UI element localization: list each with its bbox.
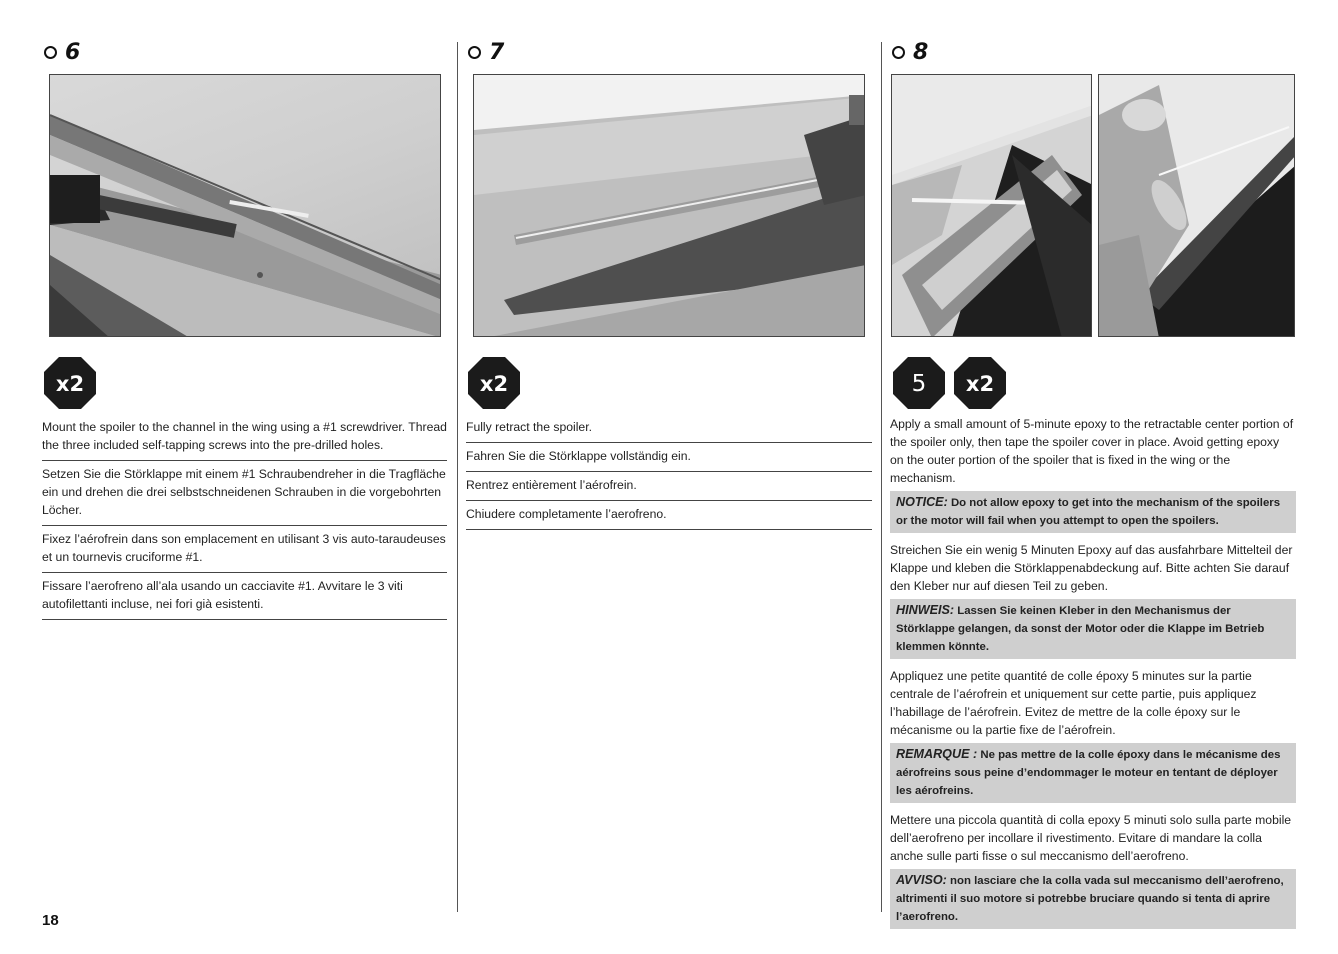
instruction-it: Mettere una piccola quantità di colla epoxy 5 minuti solo sulla parte mobile dell’aerofreno per incollare il rivestimento. Evitare di mandare la colla anche sulle parti fisse o sul meccanismo dell’aerofreno.: [890, 813, 1292, 863]
spoiler-cover-taping-illustration: [1099, 75, 1295, 337]
instruction-fr: Appliquez une petite quantité de colle époxy 5 minutes sur la partie centrale de l’aérofrein et uniquement sur cette partie, puis appliquez l’habillage de l’aérofrein. Evitez de mettre de la colle époxy sur le mécanisme ou la partie fixe de l’aérofrein.: [890, 669, 1257, 737]
instruction-fr: Rentrez entièrement l’aérofrein.: [466, 472, 872, 501]
step-8-photo-cover: [1098, 74, 1295, 337]
instruction-en: Apply a small amount of 5-minute epoxy to the retractable center portion of the spoiler only, then tape the spoiler cover in place. Avoid getting epoxy on the outer portion of the spoiler that is fixed in the wing or the mechanism.: [890, 417, 1294, 485]
step-number: 8: [913, 40, 929, 65]
step-6-photo: [49, 74, 441, 337]
step-7-quantity-badge: [467, 356, 521, 410]
step-number: 7: [489, 40, 505, 65]
checkbox-circle-icon[interactable]: [44, 46, 57, 59]
step-7-instructions: [466, 414, 872, 530]
instruction-de: Streichen Sie ein wenig 5 Minuten Epoxy auf das ausfahrbare Mittelteil der Klappe und kleben die Störklappenabdeckung auf. Bitte achten Sie darauf den Kleber nur auf diesen Teil zu geben.: [890, 543, 1293, 593]
step-8-heading: [892, 40, 928, 65]
epoxy-application-illustration: [892, 75, 1092, 337]
column-divider-right: [881, 42, 882, 912]
notice-box-en: [890, 491, 1296, 533]
notice-box-fr: [890, 743, 1296, 803]
step-8-time-badge: [892, 356, 946, 410]
notice-text: Lassen Sie keinen Kleber in den Mechanismus der Störklappe gelangen, da sonst der Motor oder die Klappe im Betrieb klemmen könnte.: [896, 605, 1265, 653]
instruction-it: Fissare l’aerofreno all’ala usando un cacciavite #1. Avvitare le 3 viti autofilettanti incluse, nei fori già esistenti.: [42, 573, 447, 620]
badge-label: x2: [479, 372, 509, 396]
notice-label: HINWEIS:: [896, 603, 955, 617]
step-8-quantity-badge: [953, 356, 1007, 410]
step-7-photo: [473, 74, 865, 337]
step-8-instructions: [890, 413, 1296, 935]
instruction-de: Setzen Sie die Störklappe mit einem #1 Schraubendreher in die Tragfläche ein und drehen die drei selbstschneidenen Schrauben in die vorgebohrten Löcher.: [42, 461, 447, 526]
step-6-quantity-badge: [43, 356, 97, 410]
instruction-it: Chiudere completamente l’aerofreno.: [466, 501, 872, 530]
screwdriver-spoiler-illustration: [50, 75, 441, 337]
notice-text: non lasciare che la colla vada sul meccanismo dell’aerofreno, altrimenti il suo motore si potrebbe bruciare quando si tenta di aprire l’aerofreno.: [896, 875, 1284, 923]
notice-label: AVVISO:: [896, 873, 947, 887]
step-6-heading: [44, 40, 80, 65]
badge-label: x2: [55, 372, 85, 396]
step-6-instructions: [42, 414, 447, 620]
notice-label: NOTICE:: [896, 495, 948, 509]
checkbox-circle-icon[interactable]: [468, 46, 481, 59]
notice-text: Ne pas mettre de la colle époxy dans le mécanisme des aérofreins sous peine d’endommager le moteur en tentant de déployer les aérofreins.: [896, 749, 1281, 797]
instruction-en: Fully retract the spoiler.: [466, 414, 872, 443]
wing-spoiler-retracted-illustration: [474, 75, 865, 337]
instruction-fr: Fixez l’aérofrein dans son emplacement en utilisant 3 vis auto-taraudeuses et un tournevis cruciforme #1.: [42, 526, 447, 573]
column-divider-left: [457, 42, 458, 912]
badge-label: x2: [965, 372, 995, 396]
instruction-en: Mount the spoiler to the channel in the wing using a #1 screwdriver. Thread the three included self-tapping screws into the pre-drilled holes.: [42, 414, 447, 461]
notice-text: Do not allow epoxy to get into the mechanism of the spoilers or the motor will fail when you attempt to open the spoilers.: [896, 497, 1281, 527]
instruction-de: Fahren Sie die Störklappe vollständig ein.: [466, 443, 872, 472]
notice-box-de: [890, 599, 1296, 659]
notice-box-it: [890, 869, 1296, 929]
checkbox-circle-icon[interactable]: [892, 46, 905, 59]
badge-label: 5: [911, 371, 927, 397]
notice-label: REMARQUE :: [896, 747, 978, 761]
step-8-photo-epoxy: [891, 74, 1092, 337]
page-number: 18: [42, 912, 59, 929]
step-number: 6: [65, 40, 81, 65]
step-7-heading: [468, 40, 504, 65]
